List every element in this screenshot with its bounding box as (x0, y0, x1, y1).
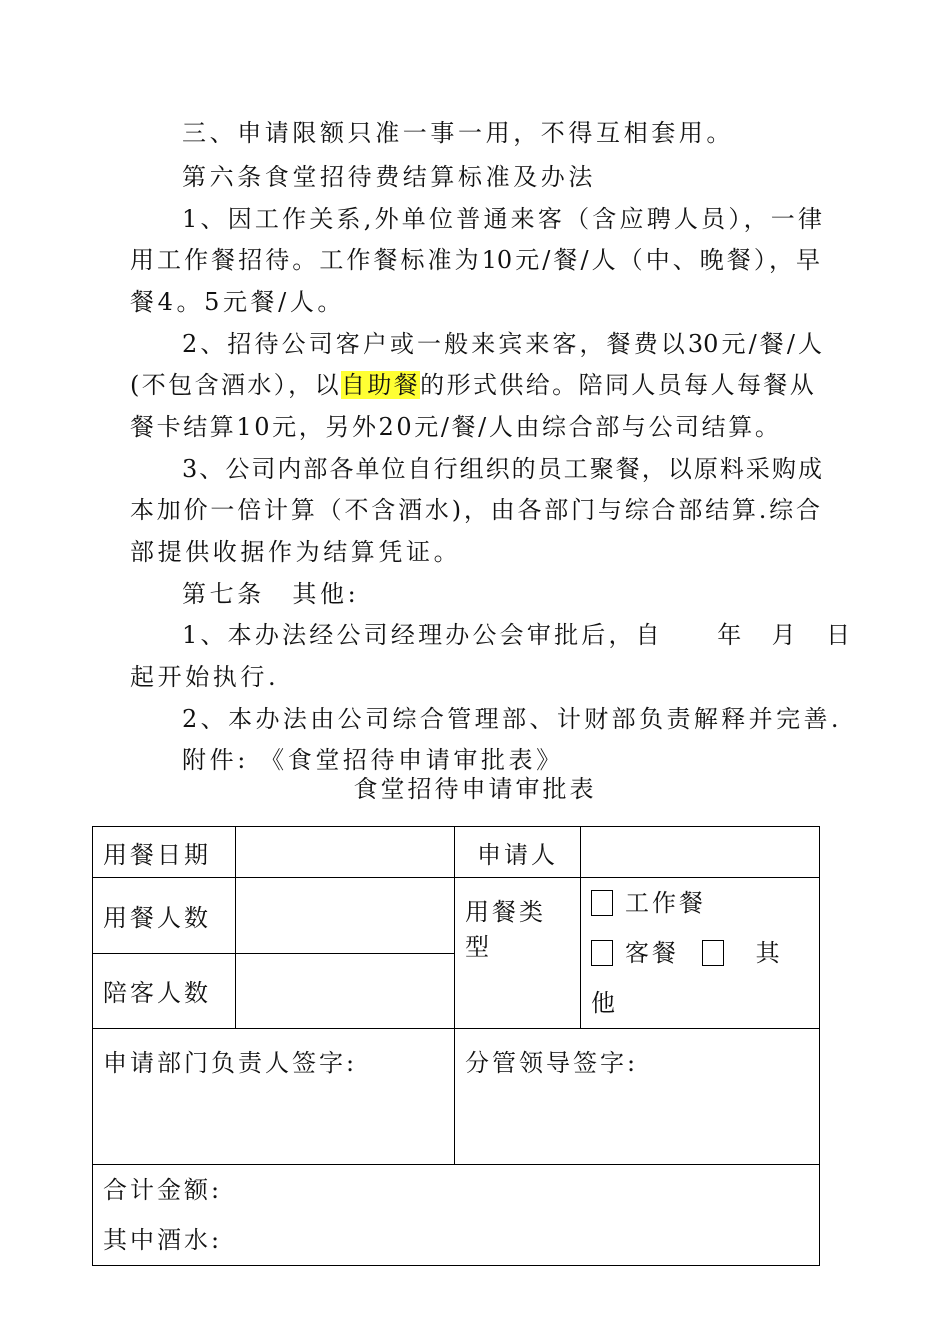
paragraph-line: 2、招待公司客户或一般来宾来客，餐费以30元/餐/人 (182, 330, 822, 358)
paragraph-line (130, 370, 820, 400)
paragraph-text: (不包含酒水），以 (130, 371, 341, 399)
meal-type-options (581, 878, 820, 1029)
section-heading: 第七条 其他: (182, 580, 360, 608)
meal-date-label: 用餐日期 (93, 827, 236, 878)
amount-section (93, 1165, 820, 1266)
paragraph-text: 的形式供给。陪同人员每人每餐从 (420, 371, 817, 399)
guest-meal-checkbox[interactable] (591, 940, 613, 966)
work-meal-checkbox[interactable] (591, 890, 613, 916)
paragraph-line: 餐4。5元餐/人。 (130, 288, 346, 316)
companion-count-field[interactable] (236, 953, 455, 1029)
approval-form-table (92, 826, 820, 1266)
diner-count-label: 用餐人数 (93, 878, 236, 954)
option-row (591, 878, 809, 928)
paragraph-line: 用工作餐招待。工作餐标准为10元/餐/人（中、晚餐），早 (130, 246, 820, 274)
work-meal-option-label: 工作餐 (625, 889, 706, 917)
paragraph-line: 2、本办法由公司综合管理部、计财部负责解释并完善. (182, 705, 842, 733)
paragraph-line: 本加价一倍计算（不含酒水)，由各部门与综合部结算.综合 (130, 496, 820, 524)
meal-type-label: 用餐类型 (455, 878, 581, 1029)
form-title: 食堂招待申请审批表 (353, 775, 597, 803)
diner-count-field[interactable] (236, 878, 455, 954)
meal-date-field[interactable] (236, 827, 455, 878)
wine-amount-label: 其中酒水: (103, 1226, 223, 1254)
department-head-signature-box[interactable]: 申请部门负责人签字: (93, 1029, 455, 1165)
paragraph-line: 起开始执行. (130, 663, 280, 691)
applicant-field[interactable] (581, 827, 820, 878)
section-heading: 第六条食堂招待费结算标准及办法 (182, 163, 596, 191)
paragraph-line: 部提供收据作为结算凭证。 (130, 538, 462, 566)
other-checkbox[interactable] (702, 940, 724, 966)
attachment-line: 附件: 《食堂招待申请审批表》 (182, 746, 564, 774)
applicant-label: 申请人 (455, 827, 581, 878)
paragraph-line: 餐卡结算10元，另外20元/餐/人由综合部与公司结算。 (130, 413, 782, 441)
highlighted-text: 自助餐 (340, 371, 421, 399)
total-amount-label: 合计金额: (103, 1176, 223, 1204)
supervising-leader-signature-box[interactable]: 分管领导签字: (455, 1029, 820, 1165)
option-row (591, 928, 809, 1028)
paragraph-line: 三、申请限额只准一事一用，不得互相套用。 (182, 119, 734, 147)
guest-meal-option-label: 客餐 (625, 939, 679, 967)
paragraph-line: 1、因工作关系,外单位普通来客（含应聘人员），一律 (182, 205, 822, 233)
paragraph-line: 3、公司内部各单位自行组织的员工聚餐，以原料采购成 (182, 455, 822, 483)
companion-count-label: 陪客人数 (93, 953, 236, 1029)
other-option-label: 其他 (591, 939, 783, 1017)
paragraph-line: 1、本办法经公司经理办公会审批后，自 年 月 日 (182, 621, 854, 649)
